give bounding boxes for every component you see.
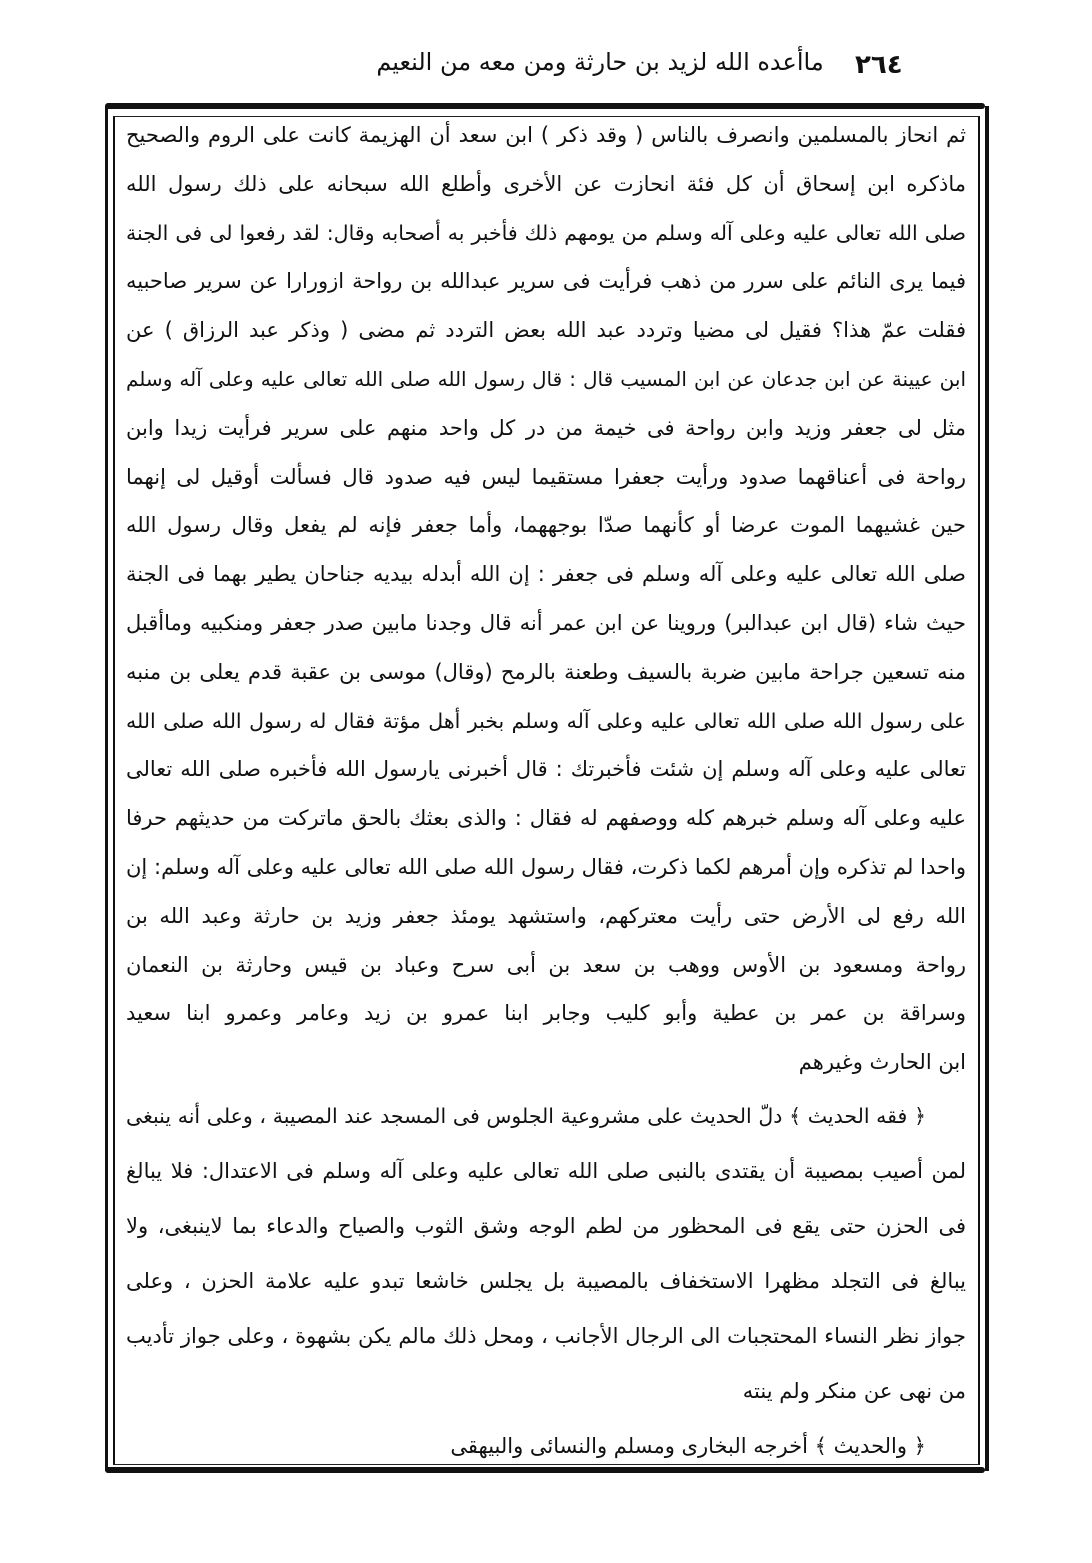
text-line: فيما يرى النائم على سرر من ذهب فرأيت فى سرير عبدالله بن رواحة ازورارا عن سرير صاحبيه: [126, 269, 966, 294]
text-line: فقلت عمّ هذا؟ فقيل لى مضيا وتردد عبد الله بعض التردد ثم مضى ( وذكر عبد الرزاق ) عن: [126, 318, 966, 343]
text-line: ثم انحاز بالمسلمين وانصرف بالناس ( وقد ذكر ) ابن سعد أن الهزيمة كانت على الروم والصحيح: [126, 123, 966, 147]
text-line: يبالغ فى التجلد مظهرا الاستخفاف بالمصيبة بل يجلس خاشعا تبدو عليه علامة الحزن ، وعلى: [126, 1269, 966, 1293]
text-line: واحدا لم تذكره وإن أمرهم لكما ذكرت، فقال رسول الله صلى الله تعالى عليه وعلى آله وسلم: إن: [126, 854, 966, 879]
text-line: صلى الله تعالى عليه وعلى آله وسلم من يومهم ذلك فأخبر به أصحابه وقال: لقد رفعوا لى فى الجنة: [126, 220, 966, 245]
text-line: منه تسعين جراحة مابين ضربة بالسيف وطعنة بالرمح (وقال) موسى بن عقبة قدم يعلى بن منبه: [126, 659, 966, 684]
text-line: عليه وعلى آله وسلم خبرهم كله ووصفهم له فقال : والذى بعثك بالحق ماتركت من حديثهم حرفا: [126, 806, 966, 831]
text-line: على رسول الله صلى الله تعالى عليه وعلى آله وسلم بخبر أهل مؤتة فقال له رسول الله صلى الله: [126, 708, 966, 733]
text-line: جواز نظر النساء المحتجبات الى الرجال الأجانب ، ومحل ذلك مالم يكن بشهوة ، وعلى جواز تأديب: [126, 1324, 966, 1348]
commentary-text: [126, 1089, 966, 1474]
text-line: رواحة فى أعناقهما صدود ورأيت جعفرا مستقيما ليس فيه صدود قال فسألت أوقيل لى إنهما: [126, 464, 966, 489]
text-line: مثل لى جعفر وزيد وابن رواحة فى خيمة من در كل واحد منهم على سرير فرأيت زيدا وابن: [126, 415, 966, 440]
running-title: ماأعده الله لزيد بن حارثة ومن معه من النعيم: [376, 48, 824, 76]
text-line: صلى الله تعالى عليه وعلى آله وسلم فى جعفر : إن الله أبدله بيديه جناحان يطير بهما فى الجنة: [126, 562, 966, 587]
text-line: حيث شاء (قال ابن عبدالبر) وروينا عن ابن عمر أنه قال وجدنا مابين صدر جعفر ومنكبيه وماأقبل: [126, 610, 966, 635]
fiqh-heading-line: ﴿ فقه الحديث ﴾ دلّ الحديث على مشروعية الجلوس فى المسجد عند المصيبة ، وعلى أنه ينبغى: [126, 1104, 926, 1128]
text-line: تعالى عليه وعلى آله وسلم إن شئت فأخبرتك : قال أخبرنى يارسول الله فأخبره صلى الله تعالى: [126, 757, 966, 782]
text-line: ابن عيينة عن ابن جدعان عن ابن المسيب قال : قال رسول الله صلى الله تعالى عليه وعلى آله وسلم: [126, 366, 966, 391]
text-line: ابن الحارث وغيرهم: [798, 1050, 966, 1075]
text-line: ماذكره ابن إسحاق أن كل فئة انحازت عن الأخرى وأطلع الله سبحانه على ذلك رسول الله: [126, 171, 966, 196]
text-line: وسراقة بن عمر بن عطية وأبو كليب وجابر ابنا عمرو بن زيد وعامر وعمرو ابنا سعيد: [126, 1001, 966, 1026]
hadith-source-line: ﴿ والحديث ﴾ أخرجه البخارى ومسلم والنسائى والبيهقى: [450, 1434, 926, 1458]
text-line: من نهى عن منكر ولم ينته: [742, 1379, 966, 1403]
text-line: رواحة ومسعود بن الأوس ووهب بن سعد بن أبى سرح وعباد بن قيس وحارثة بن النعمان: [126, 952, 966, 977]
text-line: فى الحزن حتى يقع فى المحظور من لطم الوجه وشق الثوب والصياح والدعاء بما لاينبغى، ولا: [126, 1214, 966, 1238]
text-line: حين غشيهما الموت عرضا أو كأنهما صدّا بوجههما، وأما جعفر فإنه لم يفعل وقال رسول الله: [126, 513, 966, 538]
page-number: ٢٦٤: [855, 50, 903, 80]
text-line: الله رفع لى الأرض حتى رأيت معتركهم، واستشهد يومئذ جعفر وزيد بن حارثة وعبد الله بن: [126, 903, 966, 928]
main-text: [126, 111, 966, 1087]
text-line: لمن أصيب بمصيبة أن يقتدى بالنبى صلى الله تعالى عليه وعلى آله وسلم فى الاعتدال: فلا يبالغ: [126, 1159, 966, 1183]
